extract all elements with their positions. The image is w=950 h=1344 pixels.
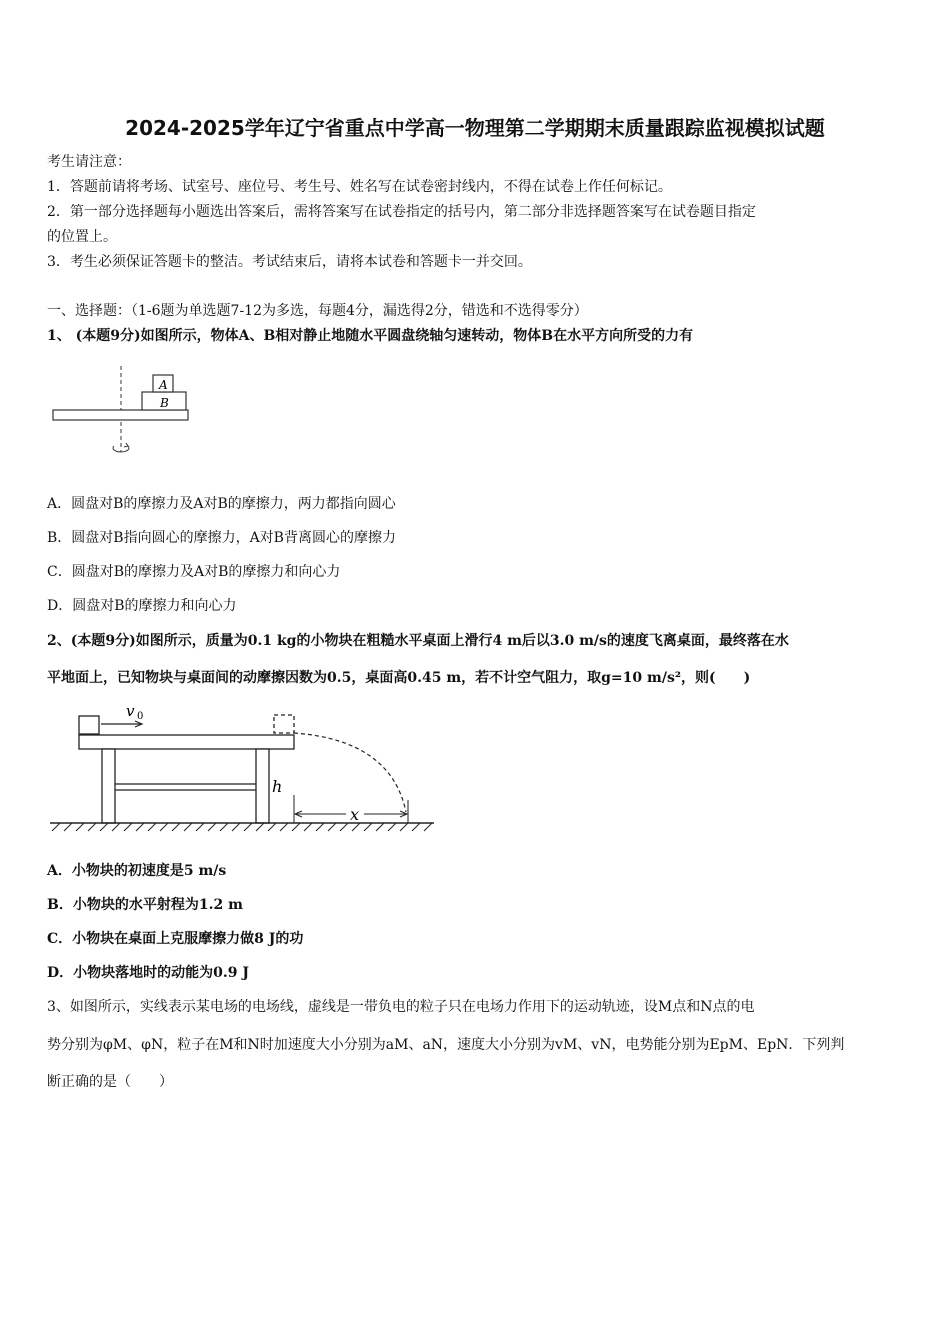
ground-hatch [52,823,432,831]
q1-option-c: C．圆盘对B的摩擦力及A对B的摩擦力和向心力 [47,564,341,580]
page-title: 2024-2025学年辽宁省重点中学高一物理第二学期期末质量跟踪监视模拟试题 [125,116,825,140]
notice-item-1: 1．答题前请将考场、试室号、座位号、考生号、姓名写在试卷密封线内，不得在试卷上作任何标记。 [47,179,672,195]
notice-item-2-cont: 的位置上。 [47,229,117,245]
q2-option-c: C．小物块在桌面上克服摩擦力做8 J的功 [47,931,304,947]
q2-stem-line2: 平地面上，已知物块与桌面间的动摩擦因数为0.5，桌面高0.45 m，若不计空气阻力，取g=10 m/s²，则( ) [47,670,751,686]
block-ghost [274,715,294,733]
q3-line3: 断正确的是（ ） [47,1074,173,1090]
q2-figure [46,700,438,835]
table-top [79,735,294,749]
disk [53,410,188,420]
q1-stem: 1、 (本题9分)如图所示，物体A、B相对静止地随水平圆盘绕轴匀速转动，物体B在水平方向所受的力有 [47,328,694,344]
table-leg-left [102,749,115,823]
q1-option-a: A．圆盘对B的摩擦力及A对B的摩擦力，两力都指向圆心 [47,496,396,512]
q1-figure [48,364,193,460]
q1-option-b: B．圆盘对B指向圆心的摩擦力，A对B背离圆心的摩擦力 [47,530,396,546]
label-a: A [159,378,168,392]
label-v0: v [126,702,135,720]
q2-option-d: D．小物块落地时的动能为0.9 J [47,965,249,981]
notice-heading: 考生请注意： [47,154,131,170]
notice-item-2: 2．第一部分选择题每小题选出答案后，需将答案写在试卷指定的括号内，第二部分非选择题答案写在试卷题目指定 [47,204,756,220]
q3-line2: 势分别为φM、φN，粒子在M和N时加速度大小分别为aM、aN，速度大小分别为vM、vN，电势能分别为EpM、EpN．下列判 [47,1037,845,1053]
table-leg-right [256,749,269,823]
label-x: x [350,805,360,824]
label-h: h [272,777,283,796]
q3-line1: 3、如图所示，实线表示某电场的电场线，虚线是一带负电的粒子只在电场力作用下的运动轨迹，设M点和N点的电 [47,999,755,1015]
q2-option-a: A．小物块的初速度是5 m/s [47,863,227,879]
section-heading: 一、选择题：（1-6题为单选题7-12为多选，每题4分，漏选得2分，错选和不选得零分） [47,303,588,319]
trajectory [294,733,406,812]
label-v0-sub: 0 [137,711,144,722]
label-b: B [160,396,169,410]
q1-option-d: D．圆盘对B的摩擦力和向心力 [47,598,237,614]
q2-stem-line1: 2、(本题9分)如图所示，质量为0.1 kg的小物块在粗糙水平桌面上滑行4 m后以3.0 m/s的速度飞离桌面，最终落在水 [47,633,789,649]
block [79,716,99,734]
q2-option-b: B．小物块的水平射程为1.2 m [47,897,243,913]
notice-item-3: 3．考生必须保证答题卡的整洁。考试结束后，请将本试卷和答题卡一并交回。 [47,254,532,270]
